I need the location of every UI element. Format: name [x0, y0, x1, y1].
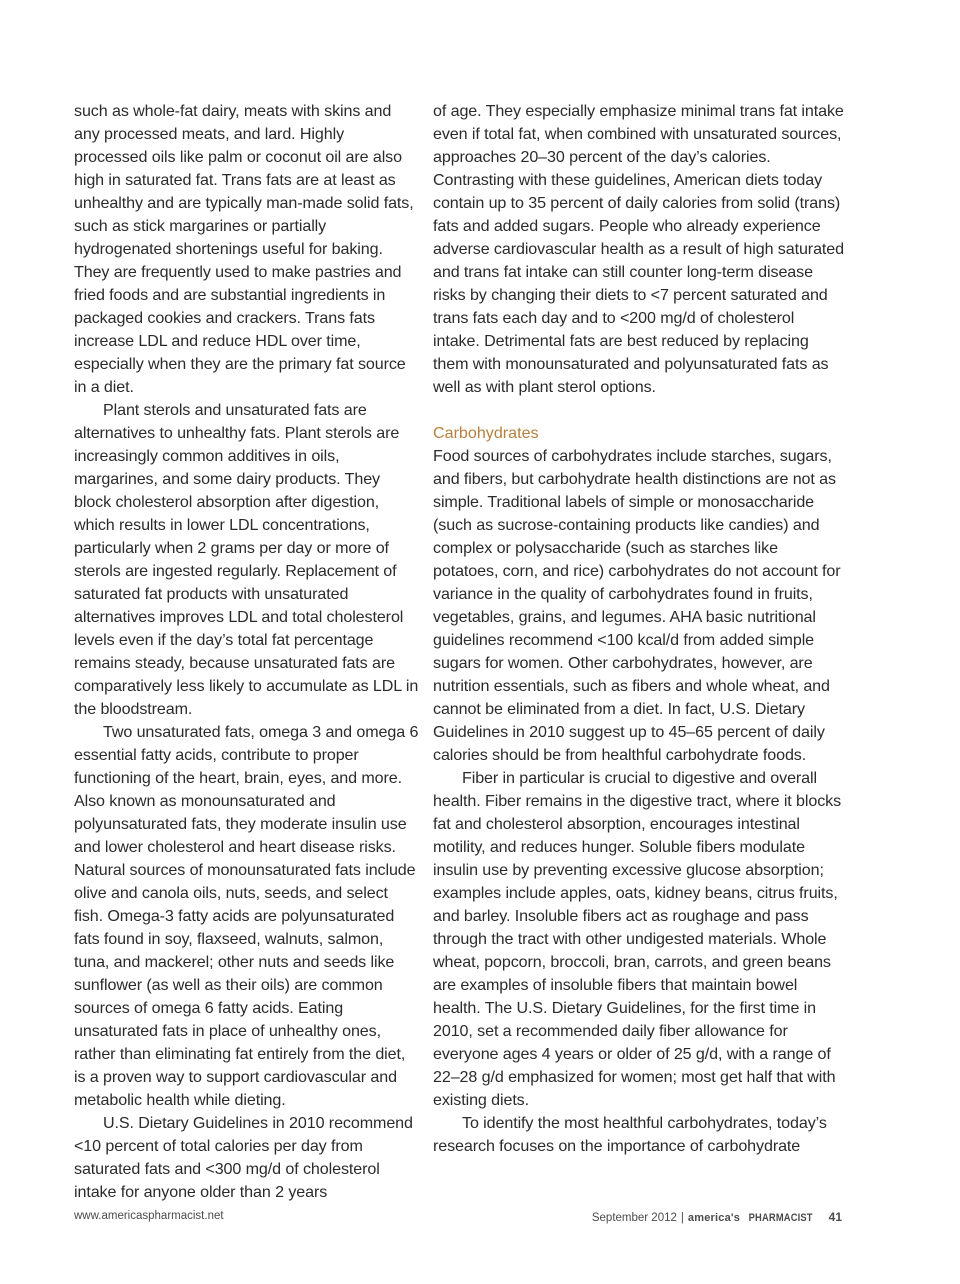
paragraph: Plant sterols and unsaturated fats are alternatives to unhealthy fats. Plant sterols are increasingly common additives in oils, margarines, and some dairy products. They block cholesterol absorption after digestion, which results in lower LDL concentrations, particularly when 2 grams per day or more of sterols are ingested regularly. Replacement of saturated fat products with unsaturated alternatives improves LDL and total cholesterol levels even if the day’s total fat percentage remains steady, because unsaturated fats are comparatively less likely to accumulate as LDL in the bloodstream.: [74, 401, 419, 718]
paragraph: U.S. Dietary Guidelines in 2010 recommend <10 percent of total calories per day from saturated fats and <300 mg/d of cholesterol intake for anyone older than 2 years: [74, 1114, 413, 1201]
page-footer: [74, 1210, 842, 1228]
logo-prefix: america's: [687, 1212, 741, 1224]
issue-date: September 2012: [591, 1212, 677, 1224]
footer-separator: |: [680, 1212, 684, 1224]
section-heading-carbohydrates: Carbohydrates: [433, 424, 539, 442]
paragraph: such as whole-fat dairy, meats with skins and any processed meats, and lard. Highly processed oils like palm or coconut oil are also high in saturated fat. Trans fats are at least as unhealthy and are typically man-made solid fats, such as stick margarines or partially hydrogenated shortenings useful for baking. They are frequently used to make pastries and fried foods and are substantial ingredients in packaged cookies and crackers. Trans fats increase LDL and reduce HDL over time, especially when they are the primary fat source in a diet.: [74, 102, 414, 396]
paragraph: Food sources of carbohydrates include starches, sugars, and fibers, but carbohydrate health distinctions are not as simple. Traditional labels of simple or monosaccharide (such as sucrose-containing products like candies) and complex or polysaccharide (such as starches like potatoes, corn, and rice) carbohydrates do not account for variance in the quality of carbohydrates found in fruits, vegetables, grains, and legumes. AHA basic nutritional guidelines recommend <100 kcal/d from added simple sugars for women. Other carbohydrates, however, are nutrition essentials, such as fibers and whole wheat, and cannot be eliminated from a diet. In fact, U.S. Dietary Guidelines in 2010 suggest up to 45–65 percent of daily calories should be from healthful carbohydrate foods.: [433, 447, 841, 764]
footer-right: [592, 1210, 842, 1224]
right-column: [433, 100, 845, 1158]
paragraph: To identify the most healthful carbohydrates, today’s research focuses on the importance of carbohydrate: [433, 1114, 827, 1155]
left-column: [74, 100, 420, 1204]
magazine-logo: [688, 1212, 819, 1224]
website-url: www.americaspharmacist.net: [74, 1210, 224, 1222]
paragraph: of age. They especially emphasize minimal trans fat intake even if total fat, when combined with unsaturated sources, approaches 20–30 percent of the day’s calories. Contrasting with these guidelines, American diets today contain up to 35 percent of daily calories from solid (trans) fats and added sugars. People who already experience adverse cardiovascular health as a result of high saturated and trans fat intake can still counter long-term disease risks by changing their diets to <7 percent saturated and trans fats each day and to <200 mg/d of cholesterol intake. Detrimental fats are best reduced by replacing them with monounsaturated and polyunsaturated fats as well as with plant sterol options.: [433, 102, 844, 396]
paragraph: Two unsaturated fats, omega 3 and omega 6 essential fatty acids, contribute to proper functioning of the heart, brain, eyes, and more. Also known as monounsaturated and polyunsaturated fats, they moderate insulin use and lower cholesterol and heart disease risks. Natural sources of monounsaturated fats include olive and canola oils, nuts, seeds, and select fish. Omega-3 fatty acids are polyunsaturated fats found in soy, flaxseed, walnuts, salmon, tuna, and mackerel; other nuts and seeds like sunflower (as well as their oils) are common sources of omega 6 fatty acids. Eating unsaturated fats in place of unhealthy ones, rather than eliminating fat entirely from the diet, is a proven way to support cardiovascular and metabolic health while dieting.: [74, 723, 419, 1109]
paragraph: Fiber in particular is crucial to digestive and overall health. Fiber remains in the digestive tract, where it blocks fat and cholesterol absorption, encourages intestinal motility, and reduces hunger. Soluble fibers modulate insulin use by preventing excessive glucose absorption; examples include apples, oats, kidney beans, citrus fruits, and barley. Insoluble fibers act as roughage and pass through the tract with other undigested materials. Whole wheat, popcorn, broccoli, bran, carrots, and green beans are examples of insoluble fibers that maintain bowel health. The U.S. Dietary Guidelines, for the first time in 2010, set a recommended daily fiber allowance for everyone ages 4 years or older of 25 g/d, with a range of 22–28 g/d emphasized for women; most get half that with existing diets.: [433, 769, 842, 1109]
logo-name: PHARMACIST: [748, 1212, 813, 1224]
page-number: 41: [828, 1210, 842, 1224]
